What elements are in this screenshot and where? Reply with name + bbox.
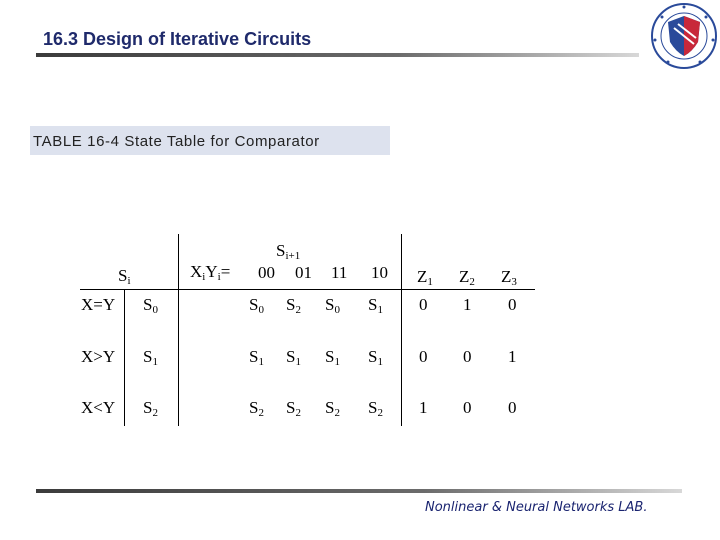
row-next-state-00: $S_0$	[249, 295, 264, 316]
row-output-z1: 0	[419, 295, 428, 314]
row-next-state-00: $S_2$	[249, 398, 264, 419]
header-divider-right	[401, 234, 402, 290]
body-divider-state	[178, 290, 179, 426]
row-condition: X<Y	[81, 398, 116, 417]
header-divider-left	[178, 234, 179, 290]
output-z2-header: $Z_2$	[459, 267, 475, 288]
row-next-state-11: $S_2$	[325, 398, 340, 419]
row-present-state: $S_1$	[143, 347, 158, 368]
row-output-z3: 1	[508, 347, 517, 366]
university-seal-logo	[650, 2, 718, 70]
output-z1-header: $Z_1$	[417, 267, 433, 288]
body-divider-cond	[124, 290, 125, 426]
row-next-state-01: $S_2$	[286, 295, 301, 316]
row-next-state-10: $S_1$	[368, 295, 383, 316]
row-output-z1: 1	[419, 398, 428, 417]
row-next-state-10: $S_2$	[368, 398, 383, 419]
table-caption: TABLE 16-4 State Table for Comparator	[33, 133, 320, 150]
input-col-11: 11	[331, 263, 348, 282]
row-next-state-01: $S_1$	[286, 347, 301, 368]
row-output-z2: 0	[463, 398, 472, 417]
body-divider-next	[401, 290, 402, 426]
row-next-state-10: $S_1$	[368, 347, 383, 368]
footer-lab-name: Nonlinear & Neural Networks LAB.	[425, 500, 648, 515]
title-divider	[36, 53, 639, 57]
row-output-z3: 0	[508, 295, 517, 314]
page-title: 16.3 Design of Iterative Circuits	[43, 29, 312, 49]
row-output-z2: 1	[463, 295, 472, 314]
footer-divider	[36, 489, 682, 493]
row-next-state-11: $S_0$	[325, 295, 340, 316]
row-present-state: $S_2$	[143, 398, 158, 419]
input-header: $X_iY_i=$	[190, 262, 231, 283]
row-output-z1: 0	[419, 347, 428, 366]
row-next-state-11: $S_1$	[325, 347, 340, 368]
header-underline	[80, 289, 535, 290]
input-col-01: 01	[295, 263, 312, 282]
row-condition: X=Y	[81, 295, 116, 314]
input-col-10: 10	[371, 263, 388, 282]
row-next-state-00: $S_1$	[249, 347, 264, 368]
present-state-header: $S_i$	[118, 266, 131, 287]
output-z3-header: $Z_3$	[501, 267, 517, 288]
row-present-state: $S_0$	[143, 295, 158, 316]
row-output-z3: 0	[508, 398, 517, 417]
row-condition: X>Y	[81, 347, 116, 366]
row-next-state-01: $S_2$	[286, 398, 301, 419]
next-state-header: $S_{i+1}$	[276, 241, 301, 262]
input-col-00: 00	[258, 263, 275, 282]
row-output-z2: 0	[463, 347, 472, 366]
